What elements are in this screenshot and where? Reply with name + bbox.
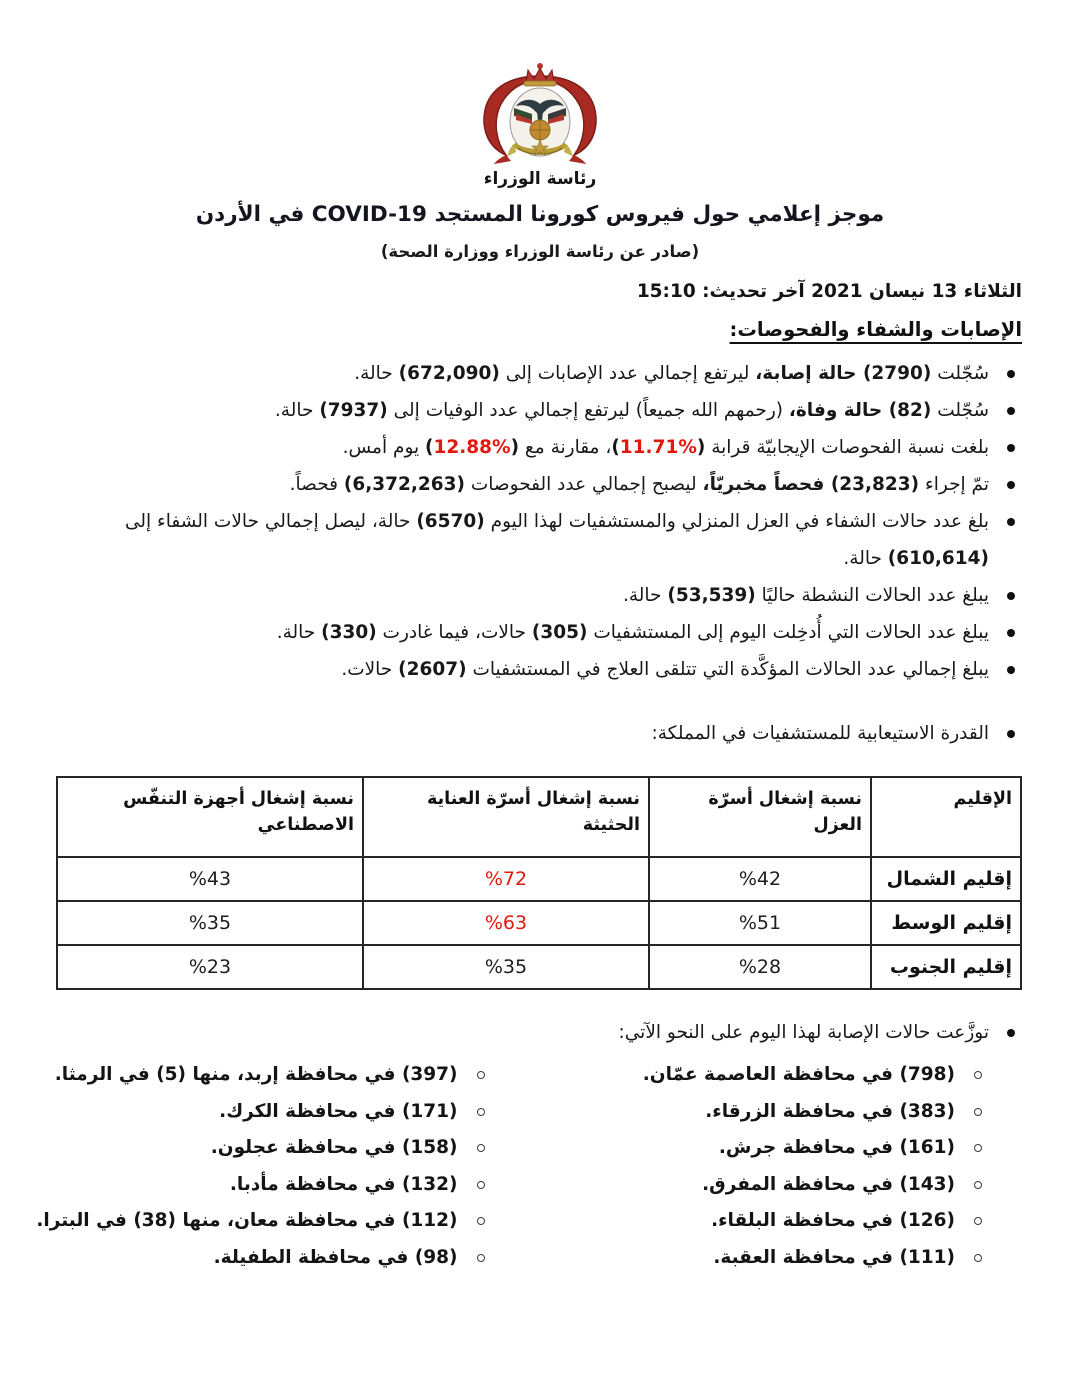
- bullet-text-segment: (رحمهم الله جميعاً) ليرتفع إجمالي عدد الوفيات إلى: [387, 400, 789, 421]
- table-row: [57, 857, 1021, 901]
- bullet-text-segment: تمّ إجراء: [919, 474, 989, 495]
- governorate-list-left: [32, 1057, 488, 1276]
- stats-bullet: [40, 577, 1022, 614]
- bullet-text-segment: ): [611, 437, 620, 458]
- bullet-text-segment: حالة، ليصل إجمالي حالات الشفاء إلى: [124, 511, 417, 532]
- bullet-text-segment: (672,090): [398, 363, 500, 384]
- governorate-item: (111) في محافظة العقبة.: [530, 1240, 986, 1277]
- bullet-text-segment: ليرتفع إجمالي عدد الإصابات إلى: [499, 363, 756, 384]
- stats-bullet: [40, 429, 1022, 466]
- value-cell: %28: [649, 945, 871, 989]
- page-title: موجز إعلامي حول فيروس كورونا المستجد COVID-19 في الأردن: [195, 202, 885, 227]
- table-header-cell: الإقليم: [871, 777, 1021, 857]
- bullet-text-segment: (23,823) فحصاً مخبريّاً،: [702, 474, 920, 495]
- stats-bullet: [40, 503, 1022, 577]
- bullet-text-segment: بلغت نسبة الفحوصات الإيجابيّة قرابة: [705, 437, 989, 458]
- bullet-text-segment: %11.71: [619, 437, 697, 458]
- governorate-item: (171) في محافظة الكرك.: [32, 1094, 488, 1131]
- date-line: الثلاثاء 13 نيسان 2021 آخر تحديث: 15:10: [636, 281, 1022, 302]
- bullet-text-segment: %12.88: [433, 437, 511, 458]
- distribution-intro-list: [40, 1014, 1022, 1051]
- stats-bullet: [40, 715, 1022, 752]
- value-cell: %42: [649, 857, 871, 901]
- bullet-text-segment: (53,539): [667, 585, 756, 606]
- bullet-text-segment: ليصبح إجمالي عدد الفحوصات: [465, 474, 703, 495]
- bullet-text-segment: يوم أمس.: [342, 437, 426, 458]
- bullet-text-segment: حالات.: [341, 659, 399, 680]
- bullet-text-segment: حالات، فيما غادرت: [376, 622, 532, 643]
- bullet-text-segment: سُجّلت: [931, 400, 989, 421]
- governorate-item: (397) في محافظة إربد، منها (5) في الرمثا.: [32, 1057, 488, 1094]
- bullet-text-segment: يبلغ عدد الحالات التي أُدخِلت اليوم إلى المستشفيات: [587, 622, 989, 643]
- stats-bullet: [40, 466, 1022, 503]
- governorate-item: (798) في محافظة العاصمة عمّان.: [530, 1057, 986, 1094]
- value-cell: %43: [57, 857, 363, 901]
- bullet-text-segment: بلغ عدد حالات الشفاء في العزل المنزلي والمستشفيات لهذا اليوم: [484, 511, 989, 532]
- bullet-text-segment: ): [425, 437, 434, 458]
- table-header-cell: نسبة إشغال أسرّة العزل: [649, 777, 871, 857]
- region-cell: إقليم الشمال: [871, 857, 1021, 901]
- stats-bullet: [40, 614, 1022, 651]
- stats-bullet: [40, 355, 1022, 392]
- section-heading: الإصابات والشفاء والفحوصات:: [729, 318, 1022, 341]
- bullet-text-segment: (305): [531, 622, 588, 643]
- governorate-list-right: [530, 1057, 986, 1276]
- governorate-columns: [32, 1057, 985, 1276]
- bullet-text-segment: (: [696, 437, 706, 458]
- table-header-cell: نسبة إشغال أسرّة العناية الحثيثة: [363, 777, 649, 857]
- bullet-text-segment: (7937): [319, 400, 388, 421]
- bullet-text-segment: (: [510, 437, 520, 458]
- bullet-text-segment: حالة.: [276, 622, 322, 643]
- value-cell: %63: [363, 901, 649, 945]
- table-row: [57, 945, 1021, 989]
- bullet-text-segment: حالة.: [843, 548, 888, 569]
- governorate-item: (143) في محافظة المفرق.: [530, 1167, 986, 1204]
- governorate-item: (158) في محافظة عجلون.: [32, 1130, 488, 1167]
- bullet-text-segment: (6,372,263): [343, 474, 465, 495]
- bullet-text-segment: القدرة الاستيعابية للمستشفيات في المملكة:: [651, 723, 989, 744]
- logo-caption: رئاسة الوزراء: [483, 169, 597, 189]
- governorate-item: (161) في محافظة جرش.: [530, 1130, 986, 1167]
- bullet-text-segment: يبلغ عدد الحالات النشطة حاليًا: [755, 585, 989, 606]
- bullet-text-segment: حالة.: [622, 585, 668, 606]
- value-cell: %51: [649, 901, 871, 945]
- bullet-text-segment: ، مقارنة مع: [519, 437, 612, 458]
- bullet-text-segment: (330): [321, 622, 377, 643]
- bullet-text-segment: (2790) حالة إصابة،: [755, 363, 932, 384]
- value-cell: %35: [363, 945, 649, 989]
- bullet-text-segment: حالة.: [274, 400, 320, 421]
- value-cell: %35: [57, 901, 363, 945]
- bullet-text-segment: يبلغ إجمالي عدد الحالات المؤكَّدة التي تتلقى العلاج في المستشفيات: [466, 659, 989, 680]
- logo-block: [0, 60, 1080, 189]
- stats-bullet-list: [40, 355, 1022, 752]
- table-header-row: [57, 777, 1021, 857]
- bullet-text-segment: حالة.: [354, 363, 399, 384]
- stats-bullet: [40, 651, 1022, 688]
- table-header-cell: نسبة إشغال أجهزة التنفّس الاصطناعي: [57, 777, 363, 857]
- hospital-capacity-table: [56, 776, 1022, 990]
- region-cell: إقليم الجنوب: [871, 945, 1021, 989]
- governorate-item: (383) في محافظة الزرقاء.: [530, 1094, 986, 1131]
- value-cell: %72: [363, 857, 649, 901]
- bullet-text-segment: سُجّلت: [931, 363, 989, 384]
- stats-bullet: [40, 392, 1022, 429]
- bullet-text-segment: فحصاً.: [289, 474, 344, 495]
- region-cell: إقليم الوسط: [871, 901, 1021, 945]
- governorate-item: (126) في محافظة البلقاء.: [530, 1203, 986, 1240]
- page-subtitle: (صادر عن رئاسة الوزراء ووزارة الصحة): [380, 242, 700, 261]
- bullet-text-segment: (6570): [416, 511, 485, 532]
- governorate-item: (132) في محافظة مأدبا.: [32, 1167, 488, 1204]
- governorate-item: (112) في محافظة معان، منها (38) في البترا.: [32, 1203, 488, 1240]
- bullet-text-segment: (610,614): [887, 548, 989, 569]
- table-row: [57, 901, 1021, 945]
- governorate-item: (98) في محافظة الطفيلة.: [32, 1240, 488, 1277]
- jordan-coat-of-arms-icon: [456, 60, 624, 168]
- distribution-intro: توزَّعت حالات الإصابة لهذا اليوم على النحو الآتي:: [40, 1014, 1022, 1051]
- value-cell: %23: [57, 945, 363, 989]
- bullet-text-segment: (82) حالة وفاة،: [788, 400, 932, 421]
- bullet-text-segment: (2607): [398, 659, 467, 680]
